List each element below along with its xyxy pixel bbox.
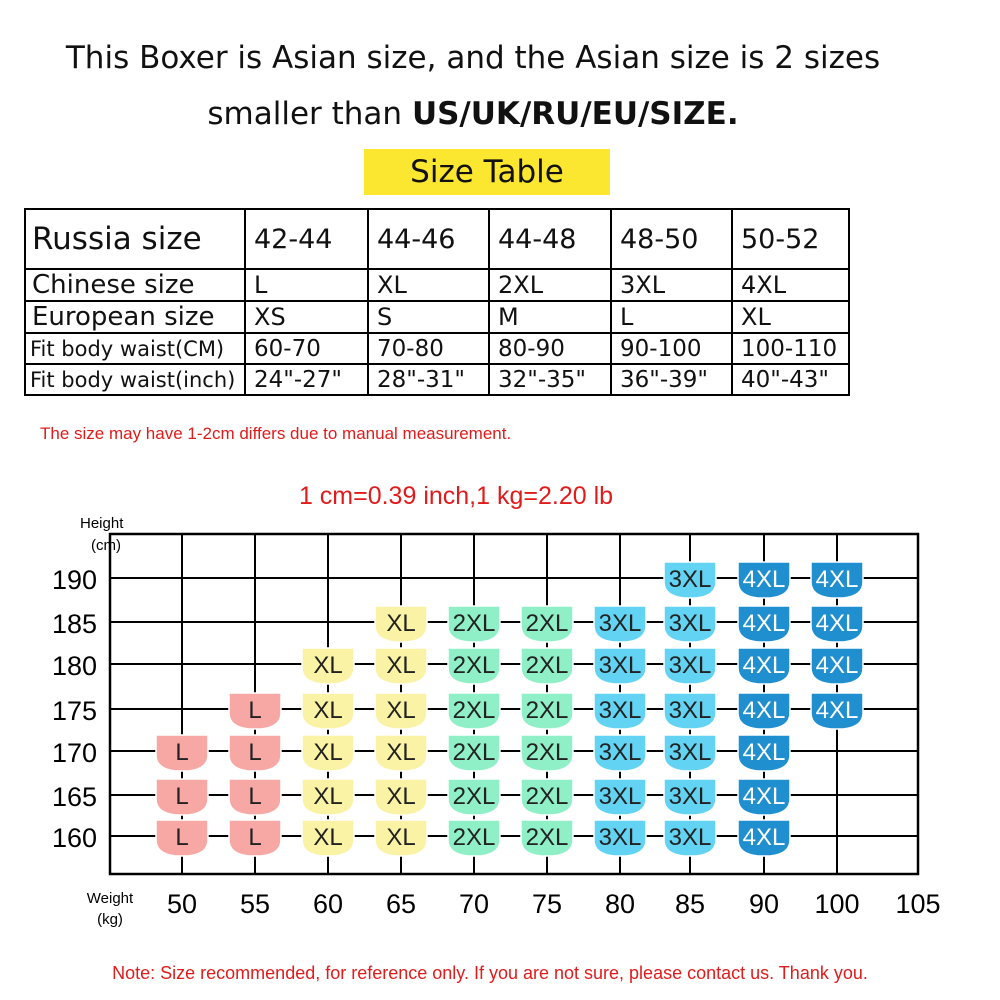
table-cell: L	[245, 269, 368, 301]
size-marker-label: XL	[386, 610, 416, 637]
table-cell: 100-110	[732, 333, 849, 364]
row-label: European size	[25, 301, 245, 333]
x-tick-label: 50	[166, 889, 198, 919]
y-tick-label: 190	[51, 565, 97, 595]
table-cell: 24"-27"	[245, 364, 368, 395]
x-tick-label: 75	[531, 889, 563, 919]
size-marker-label: XL	[386, 739, 416, 766]
size-marker-label: XL	[313, 697, 343, 724]
y-tick-label: 165	[51, 782, 97, 812]
table-cell: 42-44	[245, 209, 368, 269]
table-cell: XL	[732, 301, 849, 333]
size-marker-label: 2XL	[525, 824, 569, 851]
size-marker-label: L	[175, 824, 189, 851]
table-cell: 2XL	[489, 269, 611, 301]
table-cell: XL	[368, 269, 489, 301]
size-marker-label: 3XL	[668, 652, 712, 679]
size-marker-label: 4XL	[742, 739, 786, 766]
table-cell: 44-46	[368, 209, 489, 269]
row-label: Russia size	[25, 209, 245, 269]
size-marker-label: 3XL	[598, 652, 642, 679]
size-marker-label: 2XL	[525, 652, 569, 679]
x-axis-label-line-1: Weight	[86, 890, 134, 907]
table-cell: 48-50	[611, 209, 732, 269]
y-tick-label: 170	[51, 738, 97, 768]
size-marker-label: XL	[386, 652, 416, 679]
x-tick-label: 55	[239, 889, 271, 919]
table-cell: 3XL	[611, 269, 732, 301]
size-marker-label: 4XL	[742, 610, 786, 637]
table-cell: 32"-35"	[489, 364, 611, 395]
header-line-2-bold: US/UK/RU/EU/SIZE.	[411, 96, 739, 132]
size-marker-label: 3XL	[668, 824, 712, 851]
size-marker-label: XL	[386, 783, 416, 810]
x-tick-label: 60	[312, 889, 344, 919]
x-tick-label: 85	[674, 889, 706, 919]
table-cell: 70-80	[368, 333, 489, 364]
y-tick-label: 160	[51, 823, 97, 853]
size-marker-label: 4XL	[815, 697, 859, 724]
x-axis-label-line-2: (kg)	[97, 911, 123, 928]
size-marker-label: 3XL	[668, 739, 712, 766]
table-cell: 28"-31"	[368, 364, 489, 395]
table-cell: 44-48	[489, 209, 611, 269]
size-marker-label: 3XL	[668, 697, 712, 724]
size-marker-label: 2XL	[452, 783, 496, 810]
size-marker-label: XL	[313, 739, 343, 766]
table-cell: 36"-39"	[611, 364, 732, 395]
x-tick-label: 100	[814, 889, 860, 919]
size-marker-label: 3XL	[668, 783, 712, 810]
size-marker-label: 4XL	[742, 652, 786, 679]
table-cell: 80-90	[489, 333, 611, 364]
header-line-1: This Boxer is Asian size, and the Asian size is 2 sizes	[65, 40, 881, 76]
size-marker-label: 4XL	[742, 783, 786, 810]
table-cell: 50-52	[732, 209, 849, 269]
y-tick-label: 185	[51, 609, 97, 639]
table-cell: 4XL	[732, 269, 849, 301]
x-tick-label: 90	[748, 889, 780, 919]
table-cell: 40"-43"	[732, 364, 849, 395]
table-cell: 90-100	[611, 333, 732, 364]
x-tick-label: 65	[385, 889, 417, 919]
table-cell: M	[489, 301, 611, 333]
size-marker-label: 2XL	[452, 739, 496, 766]
size-marker-label: 2XL	[525, 783, 569, 810]
y-tick-label: 175	[51, 696, 97, 726]
size-marker-label: 3XL	[598, 739, 642, 766]
header-line-2-plain: smaller than	[207, 96, 412, 132]
size-marker-label: 2XL	[452, 652, 496, 679]
row-label: Chinese size	[25, 269, 245, 301]
size-marker-label: 4XL	[815, 610, 859, 637]
table-cell: XS	[245, 301, 368, 333]
size-marker-label: 4XL	[742, 824, 786, 851]
size-marker-label: 2XL	[525, 610, 569, 637]
size-marker-label: 3XL	[668, 610, 712, 637]
table-cell: 60-70	[245, 333, 368, 364]
row-label: Fit body waist(CM)	[25, 333, 245, 364]
measurement-note: The size may have 1-2cm differs due to manual measurement.	[40, 424, 512, 443]
size-marker-label: L	[175, 783, 189, 810]
table-cell: L	[611, 301, 732, 333]
size-marker-label: XL	[313, 824, 343, 851]
x-tick-label: 105	[895, 889, 941, 919]
size-marker-label: 2XL	[452, 824, 496, 851]
size-marker-label: 4XL	[742, 566, 786, 593]
size-marker-label: 3XL	[598, 697, 642, 724]
x-tick-label: 70	[458, 889, 490, 919]
size-marker-label: XL	[313, 652, 343, 679]
y-axis-label-line-1: Height	[80, 515, 124, 532]
size-marker-label: 2XL	[452, 610, 496, 637]
size-marker-label: L	[248, 824, 262, 851]
bottom-note: Note: Size recommended, for reference only. If you are not sure, please contact us. Thank you.	[112, 963, 868, 983]
conversion-note: 1 cm=0.39 inch,1 kg=2.20 lb	[298, 482, 614, 510]
y-axis-label-line-2: (cm)	[91, 537, 121, 554]
size-marker-label: 3XL	[598, 610, 642, 637]
size-marker-label: 3XL	[598, 824, 642, 851]
size-marker-label: 3XL	[668, 566, 712, 593]
size-marker-label: L	[248, 697, 262, 724]
size-marker-label: XL	[386, 824, 416, 851]
size-table-title: Size Table	[364, 149, 610, 195]
size-marker-label: L	[248, 783, 262, 810]
y-tick-label: 180	[51, 651, 97, 681]
size-marker-label: L	[175, 739, 189, 766]
row-label: Fit body waist(inch)	[25, 364, 245, 395]
size-marker-label: 3XL	[598, 783, 642, 810]
size-marker-label: L	[248, 739, 262, 766]
size-marker-label: XL	[386, 697, 416, 724]
x-tick-label: 80	[604, 889, 636, 919]
size-marker-label: 4XL	[742, 697, 786, 724]
size-marker-label: XL	[313, 783, 343, 810]
size-marker-label: 2XL	[452, 697, 496, 724]
size-marker-label: 4XL	[815, 652, 859, 679]
size-marker-label: 4XL	[815, 566, 859, 593]
size-marker-label: 2XL	[525, 739, 569, 766]
table-cell: S	[368, 301, 489, 333]
size-marker-label: 2XL	[525, 697, 569, 724]
